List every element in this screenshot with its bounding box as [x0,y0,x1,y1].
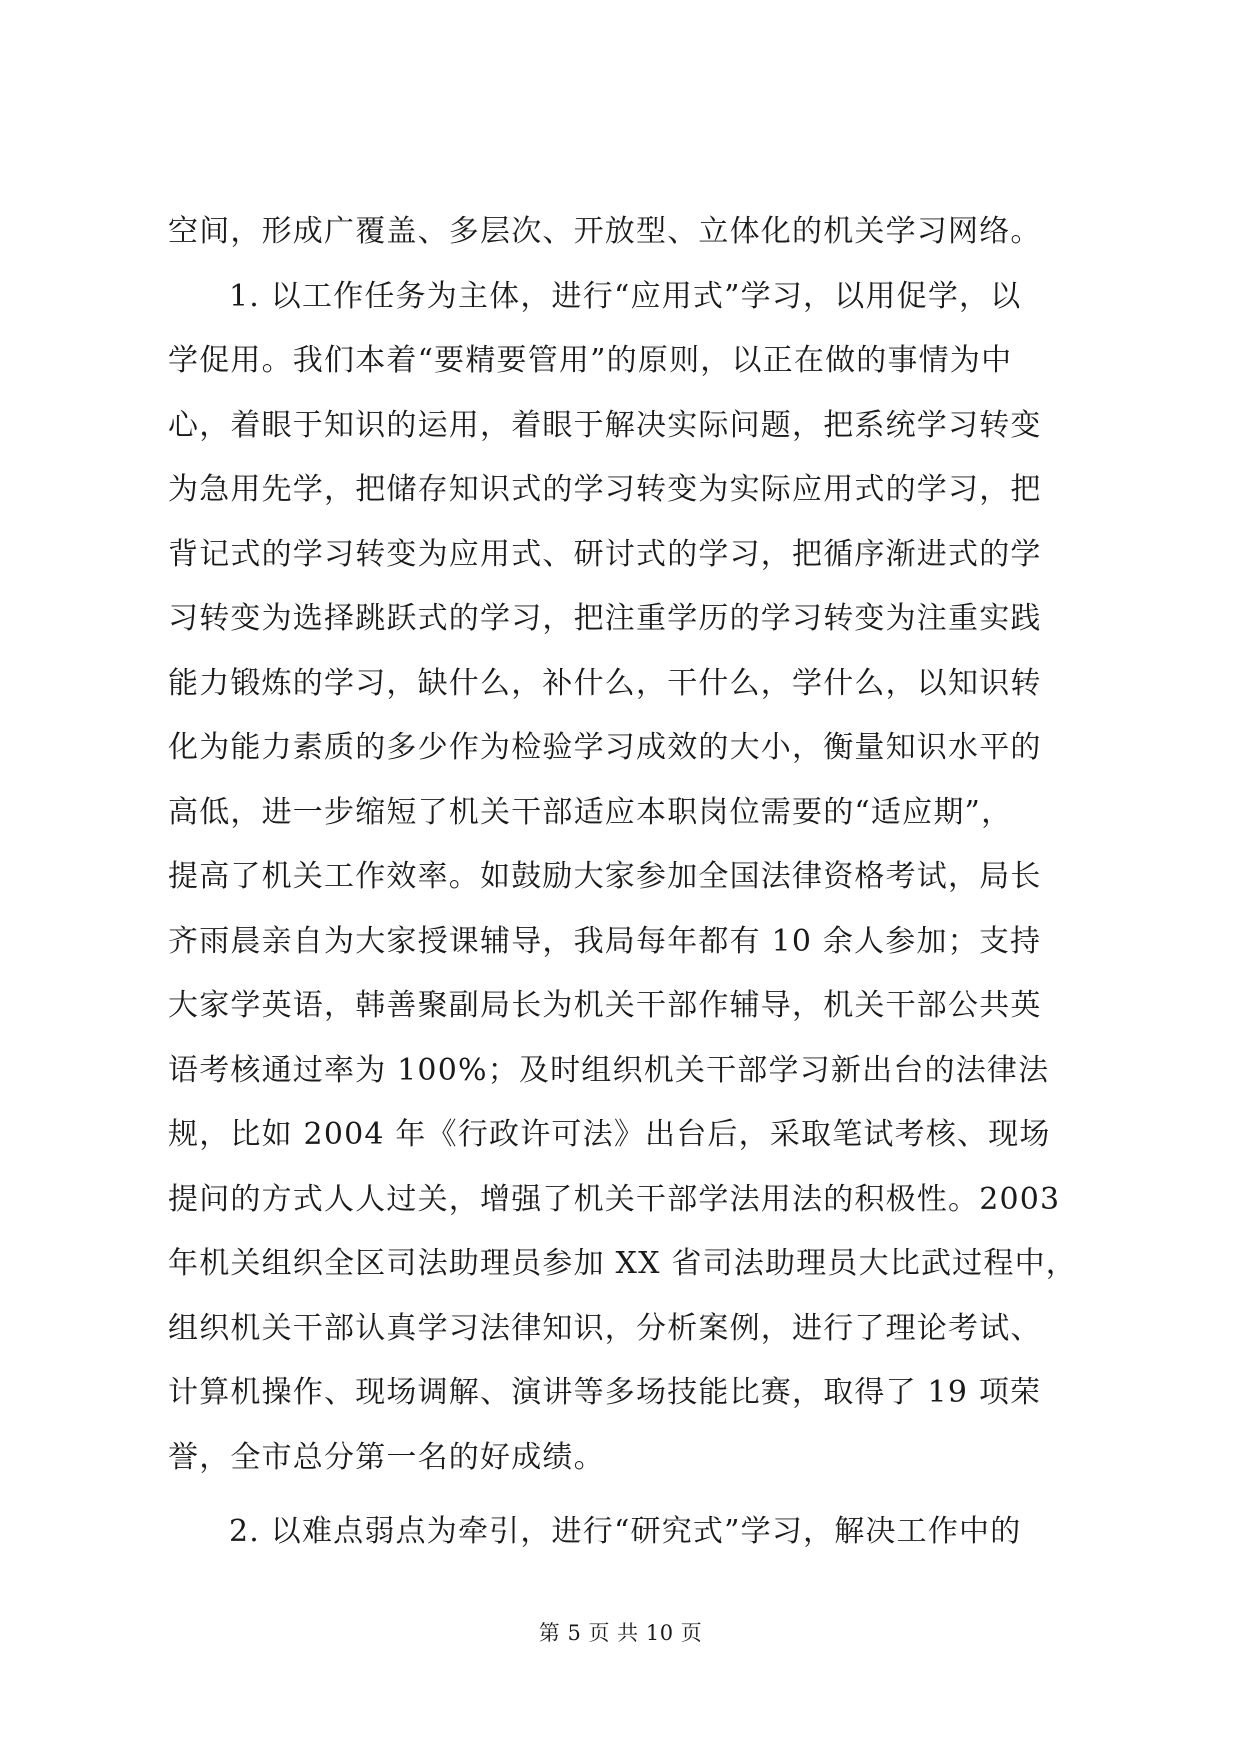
text-line: 誉，全市总分第一名的好成绩。 [168,1439,605,1475]
text-line: 计算机操作、现场调解、演讲等多场技能比赛，取得了 19 项荣 [168,1375,1042,1410]
text-line: 大家学英语，韩善聚副局长为机关干部作辅导，机关干部公共英 [168,988,1042,1023]
text-line: 提问的方式人人过关，增强了机关干部学法用法的积极性。2003 [168,1181,1061,1217]
text-line: 学促用。我们本着“要精要管用”的原则，以正在做的事情为中 [168,343,1013,378]
text-line: 心，着眼于知识的运用，着眼于解决实际问题，把系统学习转变 [168,407,1042,443]
text-line: 组织机关干部认真学习法律知识，分析案例，进行了理论考试、 [168,1310,1042,1346]
text-line: 规，比如 2004 年《行政许可法》出台后，采取笔试考核、现场 [168,1117,1051,1152]
page-footer: 第 5 页 共 10 页 [538,1621,703,1645]
text-line: 空间，形成广覆盖、多层次、开放型、立体化的机关学习网络。 [168,214,1042,249]
text-line: 齐雨晨亲自为大家授课辅导，我局每年都有 10 余人参加；支持 [168,923,1042,959]
text-line: 为急用先学，把储存知识式的学习转变为实际应用式的学习，把 [168,472,1042,507]
text-line: 高低，进一步缩短了机关干部适应本职岗位需要的“适应期”， [168,794,1013,830]
text-line: 能力锻炼的学习，缺什么，补什么，干什么，学什么，以知识转 [168,665,1042,701]
paragraph-1-start: 1. 以工作任务为主体，进行“应用式”学习，以用促学，以 [229,278,1022,314]
body-text [168,200,1088,1565]
text-line: 年机关组织全区司法助理员参加 XX 省司法助理员大比武过程中， [168,1246,1077,1281]
text-line: 背记式的学习转变为应用式、研讨式的学习，把循序渐进式的学 [168,536,1042,572]
text-line: 化为能力素质的多少作为检验学习成效的大小，衡量知识水平的 [168,730,1042,765]
text-line: 习转变为选择跳跃式的学习，把注重学历的学习转变为注重实践 [168,601,1042,636]
paragraph-2-start: 2. 以难点弱点为牵引，进行“研究式”学习，解决工作中的 [229,1514,1022,1549]
text-line: 语考核通过率为 100%；及时组织机关干部学习新出台的法律法 [168,1052,1050,1088]
text-line: 提高了机关工作效率。如鼓励大家参加全国法律资格考试，局长 [168,859,1042,894]
